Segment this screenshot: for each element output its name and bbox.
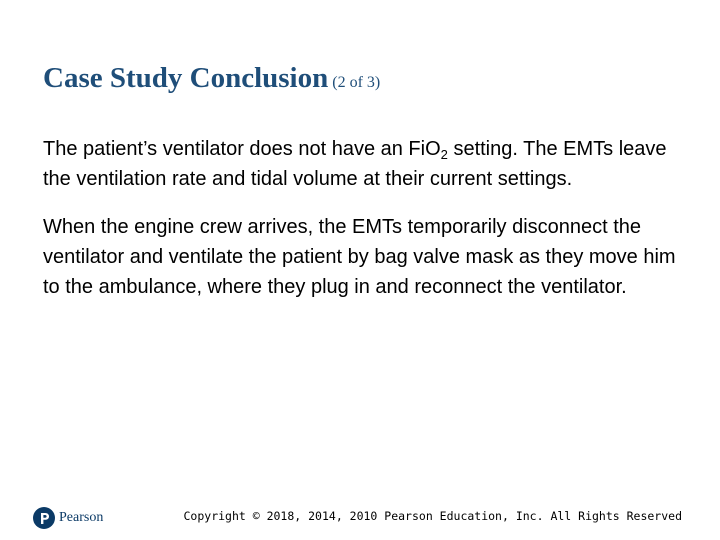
paragraph1-o: O [425, 138, 441, 160]
paragraph-engine-crew: When the engine crew arrives, the EMTs temporarily disconnect the ventilator and ventilate the patient by bag valve mask as they move him to the ambulance, where they plug in and reconnect the ventilator. [43, 216, 676, 298]
pearson-logo-text: Pearson [59, 510, 104, 525]
fio2-subscript: 2 [440, 147, 448, 162]
paragraph-ventilator-settings [43, 134, 693, 194]
slide-title-text: Case Study Conclusion [43, 62, 329, 94]
copyright-notice: Copyright © 2018, 2014, 2010 Pearson Education, Inc. All Rights Reserved [183, 509, 682, 523]
slide-counter: (2 of 3) [332, 74, 381, 91]
slide-body [43, 134, 693, 320]
paragraph1-text-end: setting. The EMTs leave the ventilation rate and tidal volume at their current settings. [43, 138, 667, 190]
slide-title [43, 58, 380, 103]
pearson-logo [33, 505, 103, 531]
paragraph1-text-start: The patient’s ventilator does not have an Fi [43, 138, 426, 160]
pearson-logo-icon [33, 507, 55, 529]
